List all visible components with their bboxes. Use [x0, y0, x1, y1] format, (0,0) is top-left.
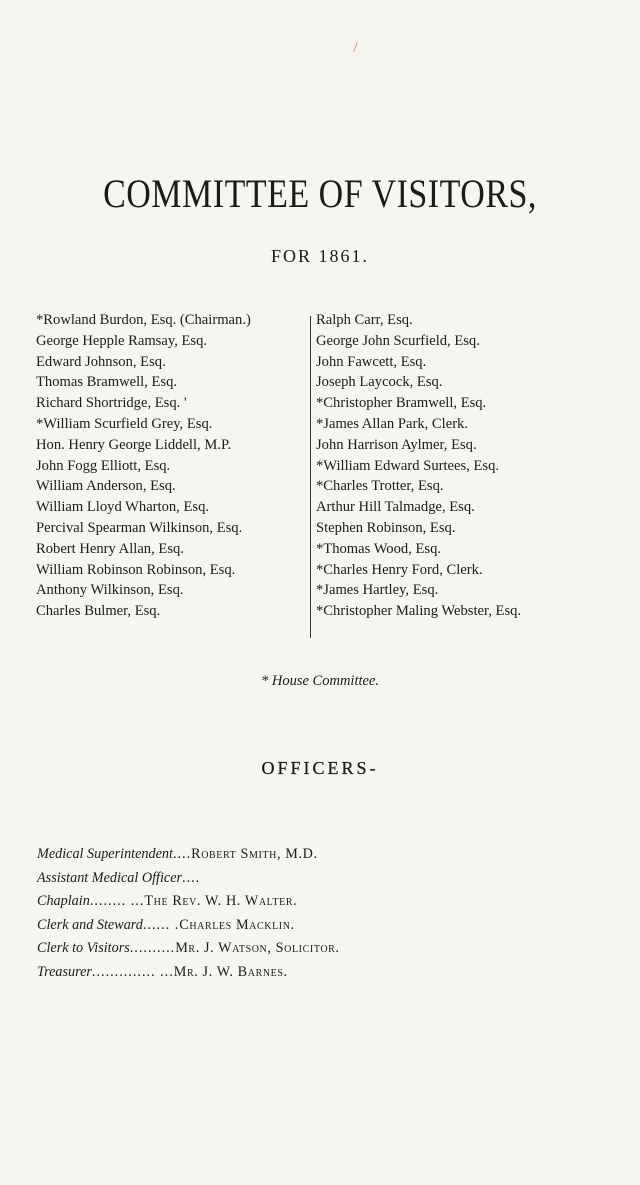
- officer-role: Clerk and Steward: [37, 916, 143, 933]
- committee-member: John Fawcett, Esq.: [316, 353, 427, 370]
- officer-role: Assistant Medical Officer: [37, 869, 183, 886]
- committee-member: *Rowland Burdon, Esq. (Chairman.): [36, 312, 251, 328]
- committee-member: *Charles Henry Ford, Clerk.: [316, 561, 483, 578]
- officers-list: [37, 843, 597, 984]
- committee-member: Hon. Henry George Liddell, M.P.: [36, 436, 232, 453]
- officer-row: [37, 914, 597, 938]
- committee-member: Joseph Laycock, Esq.: [316, 374, 443, 391]
- committee-member: *Charles Trotter, Esq.: [316, 478, 444, 495]
- committee-member: *James Hartley, Esq.: [316, 582, 439, 599]
- committee-member: William Anderson, Esq.: [36, 478, 176, 495]
- committee-member: Ralph Carr, Esq.: [316, 312, 413, 328]
- committee-member: John Harrison Aylmer, Esq.: [316, 436, 477, 453]
- officer-row: [37, 843, 597, 867]
- leader-dots: ........ ...: [89, 893, 145, 909]
- committee-member: *Christopher Maling Webster, Esq.: [316, 603, 522, 620]
- officer-row: [37, 961, 597, 985]
- committee-member: George Hepple Ramsay, Esq.: [36, 332, 208, 349]
- officer-holder: The Rev. W. H. Walter.: [144, 893, 298, 909]
- page-speck: [353, 42, 357, 52]
- committee-member: Richard Shortridge, Esq. ': [36, 395, 187, 412]
- officers-heading: OFFICERS-: [261, 758, 379, 778]
- committee-member: *Thomas Wood, Esq.: [316, 540, 442, 557]
- officer-row: [37, 890, 597, 914]
- officer-role: Treasurer: [37, 963, 92, 980]
- committee-member: Edward Johnson, Esq.: [36, 353, 166, 370]
- committee-member: William Lloyd Wharton, Esq.: [36, 499, 210, 516]
- officer-role: Chaplain: [37, 893, 90, 909]
- committee-member: *Christopher Bramwell, Esq.: [316, 395, 487, 412]
- committee-member: Percival Spearman Wilkinson, Esq.: [36, 519, 243, 536]
- officer-role: Clerk to Visitors: [37, 940, 130, 956]
- officer-holder: Charles Macklin.: [179, 916, 295, 933]
- committee-member: Charles Bulmer, Esq.: [36, 603, 161, 620]
- officer-row: [37, 937, 597, 961]
- leader-dots: .............. ...: [91, 963, 174, 980]
- officer-role: Medical Superintendent: [37, 846, 173, 862]
- committee-member: *William Edward Surtees, Esq.: [316, 457, 500, 474]
- officer-holder: Mr. J. Watson, Solicitor.: [175, 940, 340, 956]
- leader-dots: ...... .: [142, 916, 180, 933]
- committee-member: George John Scurfield, Esq.: [316, 332, 480, 349]
- column-divider: [310, 316, 311, 638]
- committee-member: Robert Henry Allan, Esq.: [36, 540, 184, 557]
- house-committee-note: * House Committee.: [261, 673, 379, 689]
- committee-left-column: [36, 310, 251, 622]
- committee-member: John Fogg Elliott, Esq.: [36, 457, 171, 474]
- leader-dots: ....: [172, 846, 192, 862]
- page-title: COMMITTEE OF VISITORS,: [103, 172, 537, 217]
- page-subtitle: FOR 1861.: [270, 246, 369, 266]
- committee-member: Arthur Hill Talmadge, Esq.: [316, 499, 475, 516]
- officer-row: [37, 867, 597, 891]
- committee-member: *James Allan Park, Clerk.: [316, 415, 468, 432]
- committee-member: Thomas Bramwell, Esq.: [36, 374, 178, 391]
- committee-member: *William Scurfield Grey, Esq.: [36, 415, 213, 432]
- committee-member: William Robinson Robinson, Esq.: [36, 561, 236, 578]
- leader-dots: ....: [182, 869, 201, 886]
- officer-holder: Mr. J. W. Barnes.: [173, 963, 288, 980]
- committee-right-column: [316, 310, 521, 622]
- leader-dots: ..........: [129, 940, 176, 956]
- officer-holder: Robert Smith, M.D.: [191, 846, 318, 862]
- committee-member: Anthony Wilkinson, Esq.: [36, 582, 184, 599]
- committee-member: Stephen Robinson, Esq.: [316, 519, 456, 536]
